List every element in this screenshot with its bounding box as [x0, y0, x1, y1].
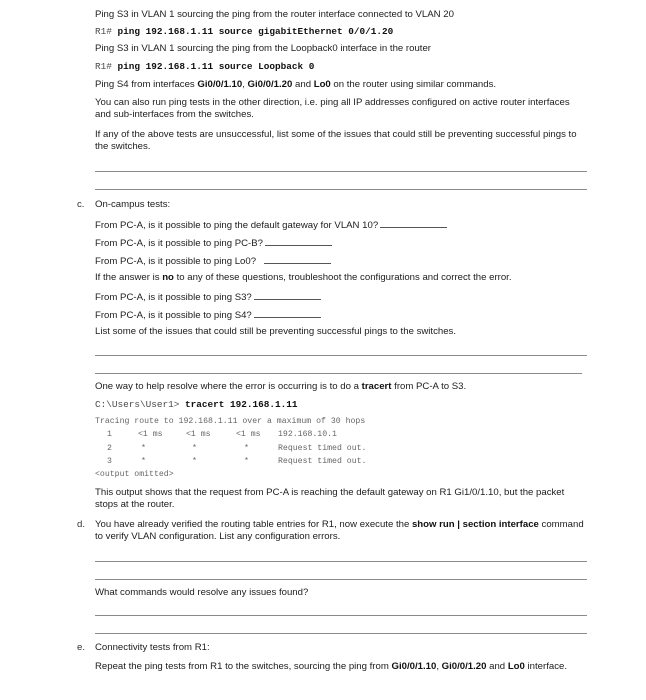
interface-name: Gi0/0/1.20	[247, 79, 293, 90]
answer-line[interactable]	[95, 633, 587, 634]
tracert-hop: 3	[107, 457, 112, 466]
question-ping-pcb	[95, 236, 332, 250]
question-text: From PC-A, is it possible to ping S3?	[95, 292, 252, 303]
tracert-command	[95, 399, 298, 410]
answer-blank[interactable]	[254, 290, 321, 300]
tracert-header: Tracing route to 192.168.1.11 over a maximum of 30 hops	[95, 417, 366, 426]
tracert-time: <1 ms	[138, 430, 163, 439]
instruction-ping-s3-vlan20: Ping S3 in VLAN 1 sourcing the ping from the router interface connected to VLAN 20	[95, 9, 454, 20]
answer-blank[interactable]	[380, 218, 447, 228]
interface-name: Lo0	[507, 661, 525, 672]
question-resolve-commands: What commands would resolve any issues found?	[95, 587, 309, 598]
text: One way to help resolve where the error is occurring is to do a	[95, 381, 362, 392]
question-ping-s4	[95, 308, 321, 322]
question-ping-s3	[95, 290, 321, 304]
cli-command: tracert 192.168.1.11	[185, 399, 298, 410]
emphasis: no	[162, 272, 174, 283]
instruction-ping-s3-loopback: Ping S3 in VLAN 1 sourcing the ping from the Loopback0 interface in the router	[95, 43, 431, 54]
question-list-issues: List some of the issues that could still be preventing successful pings to the switches.	[95, 326, 457, 337]
troubleshoot-note	[95, 272, 512, 284]
text: on the router using similar commands.	[330, 79, 497, 90]
answer-blank[interactable]	[264, 254, 331, 264]
answer-blank[interactable]	[254, 308, 321, 318]
tracert-result: 192.168.10.1	[278, 430, 337, 439]
cli-prompt: R1#	[95, 26, 112, 37]
question-ping-gateway-vlan10	[95, 218, 447, 232]
text: interface.	[524, 661, 568, 672]
answer-line[interactable]	[95, 579, 587, 580]
tracert-time: <1 ms	[236, 430, 261, 439]
emphasis: tracert	[361, 381, 392, 392]
text: to any of these questions, troubleshoot the configurations and correct the error.	[173, 272, 512, 283]
question-text: From PC-A, is it possible to ping S4?	[95, 310, 252, 321]
tracert-intro	[95, 381, 466, 393]
answer-line[interactable]	[95, 171, 587, 172]
tracert-hop: 2	[107, 444, 112, 453]
answer-line[interactable]	[95, 373, 582, 374]
section-marker-d: d.	[77, 519, 86, 530]
instruction-ping-s4	[95, 79, 496, 91]
answer-blank[interactable]	[265, 236, 332, 246]
instruction-reverse-ping: You can also run ping tests in the other direction, i.e. ping all IP addresses configured on active router interfaces and sub-interfaces from the switches.	[95, 97, 570, 120]
tracert-time: *	[244, 444, 249, 453]
tracert-time: *	[141, 457, 146, 466]
tracert-time: <1 ms	[186, 430, 211, 439]
tracert-result: Request timed out.	[278, 457, 367, 466]
tracert-explanation: This output shows that the request from PC-A is reaching the default gateway on R1 Gi1/0/1.10, but the packet stops at the router.	[95, 487, 565, 510]
text: command to verify VLAN configuration. List any configuration errors.	[95, 519, 584, 542]
tracert-time: *	[192, 457, 197, 466]
tracert-hop: 1	[107, 430, 112, 439]
section-title-connectivity-r1: Connectivity tests from R1:	[95, 642, 210, 653]
answer-line[interactable]	[95, 615, 587, 616]
interface-name: Gi0/0/1.20	[441, 661, 487, 672]
text: You have already verified the routing table entries for R1, now execute the	[95, 519, 412, 530]
text: ,	[242, 79, 248, 90]
answer-line[interactable]	[95, 355, 587, 356]
question-ping-lo0	[95, 254, 331, 268]
text: and	[486, 661, 508, 672]
tracert-time: *	[141, 444, 146, 453]
command-ping-s3-gig	[95, 26, 393, 37]
text: ,	[436, 661, 442, 672]
tracert-time: *	[244, 457, 249, 466]
command-name: show run | section interface	[411, 519, 539, 530]
question-issues-switches: If any of the above tests are unsuccessful, list some of the issues that could still be preventing successful pings to the switches.	[95, 129, 577, 152]
cli-prompt: R1#	[95, 61, 112, 72]
tracert-time: *	[192, 444, 197, 453]
text: from PC-A to S3.	[391, 381, 467, 392]
section-title-on-campus: On-campus tests:	[95, 199, 171, 210]
question-text: From PC-A, is it possible to ping Lo0?	[95, 256, 257, 267]
text: If the answer is	[95, 272, 163, 283]
text: Repeat the ping tests from R1 to the switches, sourcing the ping from	[95, 661, 392, 672]
answer-line[interactable]	[95, 561, 587, 562]
tracert-result: Request timed out.	[278, 444, 367, 453]
cli-command: ping 192.168.1.11 source gigabitEthernet 0/0/1.20	[117, 26, 394, 37]
answer-line[interactable]	[95, 189, 587, 190]
tracert-output-omitted: <output omitted>	[95, 470, 174, 479]
interface-name: Lo0	[313, 79, 331, 90]
interface-name: Gi0/0/1.10	[391, 661, 437, 672]
section-marker-c: c.	[77, 199, 85, 210]
text: Ping S4 from interfaces	[95, 79, 198, 90]
interface-name: Gi0/0/1.10	[197, 79, 243, 90]
section-marker-e: e.	[77, 642, 86, 653]
text: and	[292, 79, 314, 90]
question-text: From PC-A, is it possible to ping the default gateway for VLAN 10?	[95, 220, 379, 231]
cli-command: ping 192.168.1.11 source Loopback 0	[117, 61, 315, 72]
instruction-repeat-ping	[95, 661, 585, 673]
question-text: From PC-A, is it possible to ping PC-B?	[95, 238, 263, 249]
instruction-show-run	[95, 519, 590, 543]
command-ping-s3-loopback	[95, 61, 314, 72]
cli-prompt: C:\Users\User1>	[95, 399, 180, 410]
